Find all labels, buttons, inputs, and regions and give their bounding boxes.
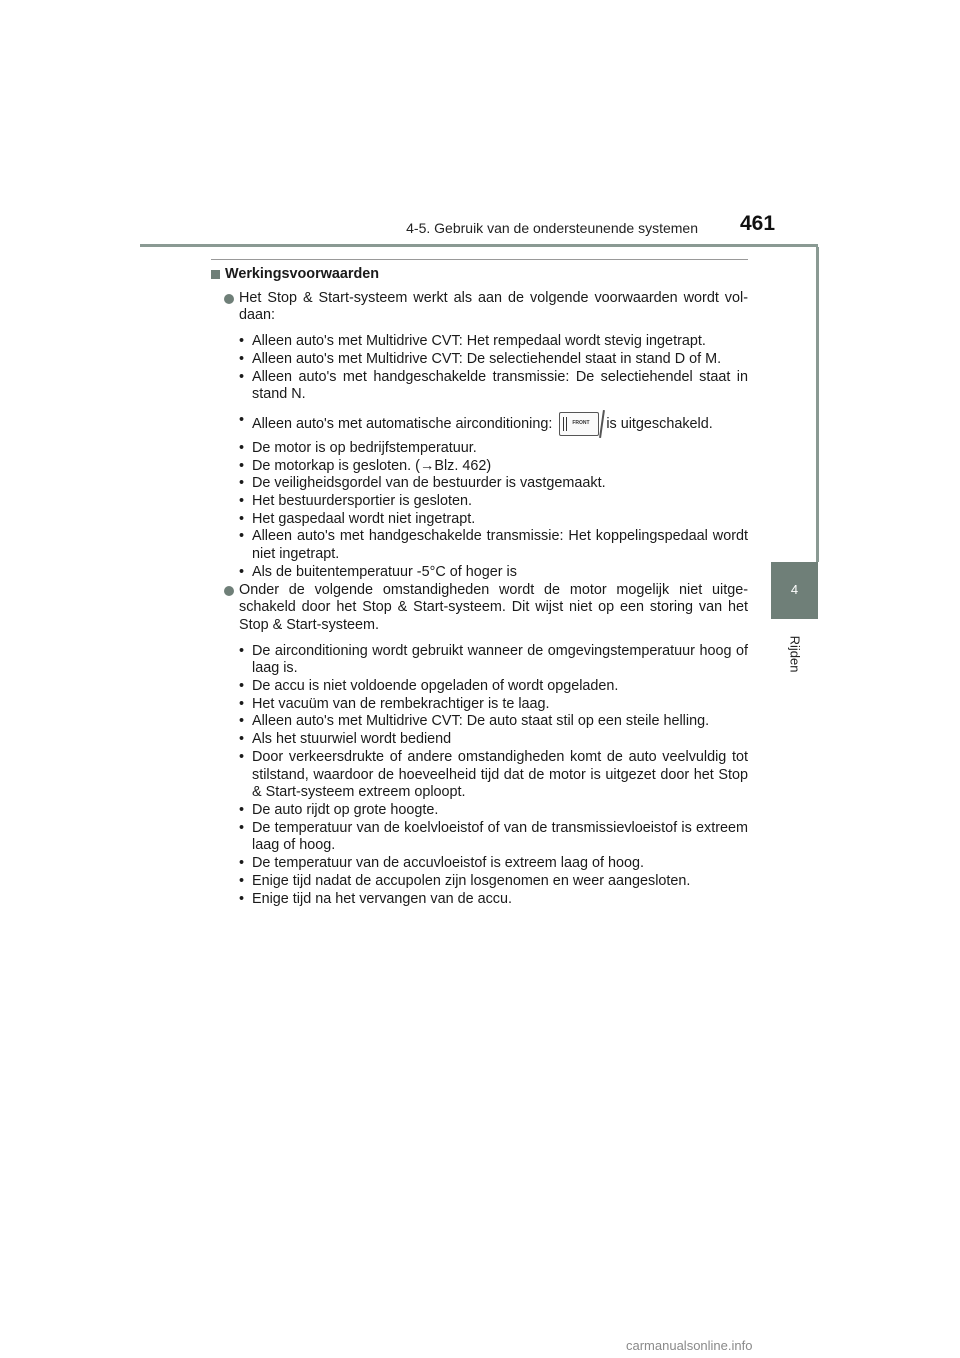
round-bullet-icon — [224, 586, 234, 596]
header-rule — [140, 244, 818, 247]
list-item: • Enige tijd na het vervangen van de accu. — [239, 891, 748, 909]
watermark[interactable]: carmanualsonline.info — [626, 1338, 753, 1353]
front-button-label: FRONT — [572, 419, 590, 426]
list-item: • Alleen auto's met Multidrive CVT: De selectiehendel staat in stand D of M. — [239, 351, 748, 369]
header-title: 4-5. Gebruik van de ondersteunende systemen — [406, 220, 698, 236]
list-item: • Alleen auto's met handgeschakelde transmissie: Het koppelingspedaal wordt niet ingetrapt. — [239, 528, 748, 563]
list-item: • Alleen auto's met Multidrive CVT: Het rempedaal wordt stevig ingetrapt. — [239, 333, 748, 351]
square-bullet-icon — [211, 270, 220, 279]
list-item: • De motor is op bedrijfstemperatuur. — [239, 440, 748, 458]
exceptions-list — [211, 643, 748, 909]
list-item: • Het vacuüm van de rembekrachtiger is te laag. — [239, 696, 748, 714]
chapter-tab[interactable] — [771, 562, 818, 619]
list-item: • De temperatuur van de accuvloeistof is extreem laag of hoog. — [239, 855, 748, 873]
list-item-ac — [239, 412, 748, 436]
list-item: • Alleen auto's met Multidrive CVT: De auto staat stil op een steile helling. — [239, 713, 748, 731]
list-item: • Door verkeersdrukte of andere omstandigheden komt de auto veelvuldig tot stilstand, waardoor de hoeveelheid tijd dat de motor is uitgezet door het Stop & Start-systeem extreem oploopt. — [239, 749, 748, 802]
chapter-number: 4 — [790, 582, 799, 597]
list-item: • De veiligheidsgordel van de bestuurder is vastgemaakt. — [239, 475, 748, 493]
side-rail — [816, 247, 819, 562]
ac-item-before: Alleen auto's met automatische airconditioning: — [252, 415, 553, 432]
round-bullet-icon — [224, 294, 234, 304]
list-item-text: De motorkap is gesloten. (→Blz. 462) — [252, 457, 492, 474]
conditions-intro: Het Stop & Start-systeem werkt als aan de volgende voorwaarden wordt vol-daan: — [239, 289, 748, 324]
list-item: • De airconditioning wordt gebruikt wanneer de omgevingstemperatuur hoog of laag is. — [239, 643, 748, 678]
conditions-list — [211, 333, 748, 581]
section-rule — [211, 259, 748, 260]
list-item: • Het gaspedaal wordt niet ingetrapt. — [239, 511, 748, 529]
exceptions-block — [211, 582, 748, 635]
list-item: • Het bestuurdersportier is gesloten. — [239, 493, 748, 511]
list-item: • Als het stuurwiel wordt bediend — [239, 731, 748, 749]
section-heading — [211, 266, 748, 284]
list-item: • De temperatuur van de koelvloeistof of van de transmissievloeistof is extreem laag of hoog. — [239, 820, 748, 855]
exceptions-intro: Onder de volgende omstandigheden wordt de motor mogelijk niet uitge-schakeld door het Stop & Start-systeem. Dit wijst niet op een storing van het Stop & Start-systeem. — [239, 581, 748, 633]
conditions-block — [211, 290, 748, 325]
content — [211, 266, 748, 908]
front-defogger-button-icon — [559, 412, 599, 436]
page-number: 461 — [740, 212, 776, 235]
list-item: • De auto rijdt op grote hoogte. — [239, 802, 748, 820]
section-heading-text: Werkingsvoorwaarden — [225, 266, 380, 282]
chapter-label — [772, 626, 818, 686]
list-item — [239, 458, 748, 476]
list-item: • Enige tijd nadat de accupolen zijn losgenomen en weer aangesloten. — [239, 873, 748, 891]
ac-item-after: is uitgeschakeld. — [606, 415, 713, 432]
list-item: • Als de buitentemperatuur -5°C of hoger is — [239, 564, 748, 582]
chapter-label-text: Rijden — [787, 635, 803, 673]
list-item: • De accu is niet voldoende opgeladen of wordt opgeladen. — [239, 678, 748, 696]
list-item: • Alleen auto's met handgeschakelde transmissie: De selectiehendel staat in stand N. — [239, 369, 748, 404]
